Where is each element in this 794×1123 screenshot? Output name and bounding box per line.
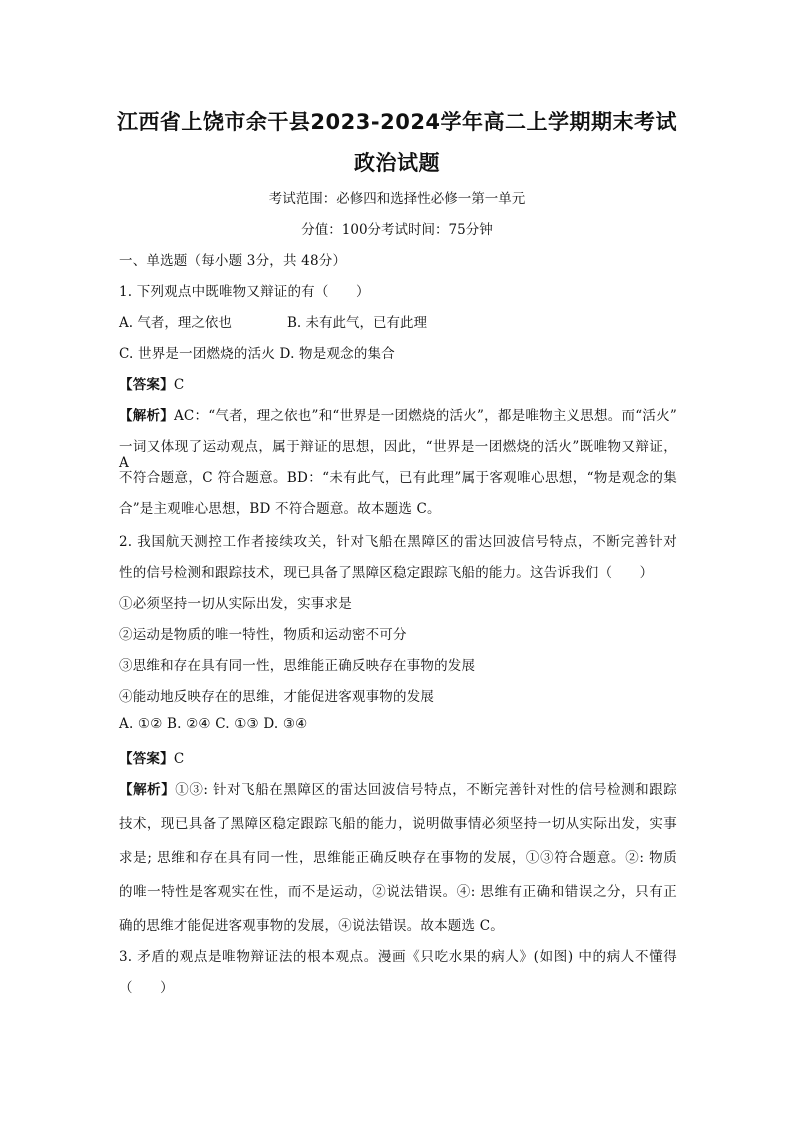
q1-option-b: B. 未有此气，已有此理 — [287, 315, 428, 331]
q1-analysis-line1 — [119, 404, 677, 424]
q2-analysis-line4: 的唯一特性是客观实在性，而不是运动，②说法错误。④: 思维有正确和错误之分，只有正 — [119, 884, 677, 900]
doc-title-line1: 江西省上饶市余干县2023-2024学年高二上学期期末考试 — [116, 110, 678, 134]
q2-item-4: ④能动地反映存在的思维，才能促进客观事物的发展 — [119, 689, 435, 705]
q2-answer — [119, 747, 184, 767]
q1-option-cd: C. 世界是一团燃烧的活火 D. 物是观念的集合 — [119, 346, 395, 362]
q1-analysis-line3: 不符合题意，C 符合题意。BD：“未有此气，已有此理”属于客观唯心思想，“物是观念的集 — [119, 470, 677, 486]
q2-item-3: ③思维和存在具有同一性，思维能正确反映存在事物的发展 — [119, 658, 476, 674]
q1-option-a: A. 气者，理之依也 — [119, 315, 232, 331]
q2-analysis-line1 — [119, 778, 677, 798]
section-heading: 一、单选题（每小题 3分，共 48分） — [119, 253, 347, 269]
q2-stem-line1: 2. 我国航天测控工作者接续攻关，针对飞船在黑障区的雷达回波信号特点，不断完善针对 — [119, 534, 677, 550]
q1-answer — [119, 373, 184, 393]
q2-options: A. ①② B. ②④ C. ①③ D. ③④ — [119, 716, 308, 732]
analysis-tag: 【解析】 — [119, 782, 176, 798]
score-time: 分值：100分考试时间：75分钟 — [301, 222, 493, 238]
q2-item-2: ②运动是物质的唯一特性，物质和运动密不可分 — [119, 627, 407, 643]
q1-analysis-line2: 一词又体现了运动观点，属于辩证的思想，因此，“世界是一团燃烧的活火”既唯物又辩证，A — [119, 439, 677, 471]
q2-item-1: ①必须坚持一切从实际出发，实事求是 — [119, 596, 352, 612]
q1-analysis-line4: 合”是主观唯心思想，BD 不符合题意。故本题选 C。 — [119, 501, 441, 517]
q1-stem: 1. 下列观点中既唯物又辩证的有（ ） — [119, 284, 370, 300]
q1-answer-value: C — [173, 377, 185, 393]
q2-analysis-line2: 技术，现已具备了黑障区稳定跟踪飞船的能力，说明做事情必须坚持一切从实际出发，实事 — [119, 816, 677, 832]
analysis-tag: 【解析】 — [119, 408, 174, 424]
q2-answer-value: C — [173, 751, 185, 767]
answer-tag: 【答案】 — [119, 377, 174, 393]
q2-analysis-line5: 确的思维才能促进客观事物的发展，④说法错误。故本题选 C。 — [119, 918, 504, 934]
answer-tag: 【答案】 — [119, 751, 174, 767]
q2-analysis-line3: 求是; 思维和存在具有同一性，思维能正确反映存在事物的发展，①③符合题意。②: 物质 — [119, 850, 677, 866]
q3-stem-line2: （ ） — [119, 980, 174, 996]
q2-analysis-text1: ①③: 针对飞船在黑障区的雷达回波信号特点，不断完善针对性的信号检测和跟踪 — [175, 782, 677, 798]
q2-stem-line2: 性的信号检测和跟踪技术，现已具备了黑障区稳定跟踪飞船的能力。这告诉我们（ ） — [119, 565, 654, 581]
q3-stem-line1: 3. 矛盾的观点是唯物辩证法的根本观点。漫画《只吃水果的病人》(如图) 中的病人不懂得 — [119, 949, 677, 965]
doc-title-line2: 政治试题 — [354, 151, 440, 175]
q1-analysis-text1: AC：“气者，理之依也”和“世界是一团燃烧的活火”，都是唯物主义思想。而“活火” — [173, 408, 677, 424]
exam-scope: 考试范围：必修四和选择性必修一第一单元 — [268, 191, 526, 207]
